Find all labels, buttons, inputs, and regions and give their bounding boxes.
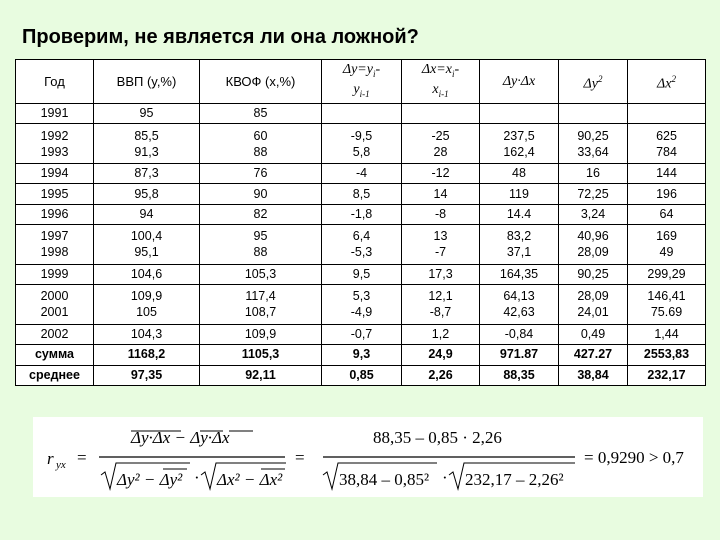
- cell-year: 1994: [16, 163, 94, 183]
- formula-numerator-numeric: 88,35 – 0,85 · 2,26: [373, 428, 502, 447]
- cell-dy: 9,5: [322, 264, 402, 284]
- cell-dy: -4: [322, 163, 402, 183]
- cell-dx: [402, 104, 480, 124]
- header-delta-x: $\Delta x=x_i-$ $x_{i-1}$: [402, 60, 480, 104]
- cell-gdp: 85,5 91,3: [94, 124, 200, 164]
- formula-lhs-sub: yx: [56, 459, 66, 471]
- cell-year: 1995: [16, 184, 94, 204]
- cell-dydx: 48: [480, 163, 559, 183]
- cell-dx2: 625 784: [628, 124, 706, 164]
- cell-dx: -12: [402, 163, 480, 183]
- cell-gdp: 95: [94, 104, 200, 124]
- cell-dydx: 119: [480, 184, 559, 204]
- cell-dy2: 38,84: [559, 365, 628, 385]
- formula-den-b-numeric: 232,17 – 2,26²: [465, 470, 564, 489]
- cell-kvof: 92,11: [200, 365, 322, 385]
- cell-dydx: 237,5 162,4: [480, 124, 559, 164]
- page-title: Проверим, не является ли она ложной?: [22, 26, 419, 48]
- cell-gdp: 100,4 95,1: [94, 225, 200, 265]
- svg-text:·: ·: [194, 468, 200, 487]
- data-table: [15, 59, 706, 386]
- cell-dy2: 16: [559, 163, 628, 183]
- cell-dy2: 40,96 28,09: [559, 225, 628, 265]
- cell-dx: 2,26: [402, 365, 480, 385]
- cell-dy: -1,8: [322, 204, 402, 224]
- table-row: [16, 345, 706, 365]
- cell-year: 1996: [16, 204, 94, 224]
- formula-result: = 0,9290 > 0,7: [584, 448, 684, 467]
- cell-gdp: 94: [94, 204, 200, 224]
- formula-eq2: =: [295, 448, 305, 467]
- cell-dydx: 88,35: [480, 365, 559, 385]
- cell-dydx: 64,13 42,63: [480, 285, 559, 325]
- cell-gdp: 97,35: [94, 365, 200, 385]
- cell-kvof: 1105,3: [200, 345, 322, 365]
- cell-dy: 8,5: [322, 184, 402, 204]
- cell-dy: 5,3 -4,9: [322, 285, 402, 325]
- cell-dy2: 3,24: [559, 204, 628, 224]
- cell-gdp: 87,3: [94, 163, 200, 183]
- table-row: [16, 163, 706, 183]
- cell-year: 1997 1998: [16, 225, 94, 265]
- cell-dy: -0,7: [322, 324, 402, 344]
- cell-dy: [322, 104, 402, 124]
- cell-dy2: 90,25 33,64: [559, 124, 628, 164]
- cell-dy: 9,3: [322, 345, 402, 365]
- cell-dx: 12,1 -8,7: [402, 285, 480, 325]
- cell-dydx: 971.87: [480, 345, 559, 365]
- cell-dx2: [628, 104, 706, 124]
- cell-gdp: 109,9 105: [94, 285, 200, 325]
- cell-dx2: 144: [628, 163, 706, 183]
- cell-dx: 24,9: [402, 345, 480, 365]
- cell-dydx: 164,35: [480, 264, 559, 284]
- cell-dydx: [480, 104, 559, 124]
- cell-dx2: 146,41 75.69: [628, 285, 706, 325]
- table-row: [16, 225, 706, 265]
- formula-den-a-symbolic: Δy² − Δy²: [117, 470, 183, 489]
- cell-dx: -25 28: [402, 124, 480, 164]
- formula-lhs: r: [47, 449, 54, 468]
- table-row: [16, 104, 706, 124]
- cell-gdp: 104,3: [94, 324, 200, 344]
- formula-eq1: =: [77, 448, 87, 467]
- svg-text:·: ·: [442, 468, 448, 487]
- cell-dy: 6,4 -5,3: [322, 225, 402, 265]
- table-header-row: [16, 60, 706, 104]
- table-row: [16, 264, 706, 284]
- cell-kvof: 117,4 108,7: [200, 285, 322, 325]
- table-row: [16, 324, 706, 344]
- cell-dy2: 90,25: [559, 264, 628, 284]
- data-table-container: [15, 59, 705, 386]
- cell-dy: -9,5 5,8: [322, 124, 402, 164]
- cell-dy2: 28,09 24,01: [559, 285, 628, 325]
- table-row: [16, 204, 706, 224]
- table-row: [16, 184, 706, 204]
- cell-year: 2000 2001: [16, 285, 94, 325]
- cell-kvof: 76: [200, 163, 322, 183]
- formula-numerator-symbolic: Δy·Δx − Δy·Δx: [131, 428, 230, 447]
- cell-dx2: 299,29: [628, 264, 706, 284]
- cell-dydx: 83,2 37,1: [480, 225, 559, 265]
- cell-dx: 1,2: [402, 324, 480, 344]
- cell-dy2: 72,25: [559, 184, 628, 204]
- cell-year: 2002: [16, 324, 94, 344]
- formula-den-a-numeric: 38,84 – 0,85²: [339, 470, 430, 489]
- table-row: [16, 285, 706, 325]
- cell-dydx: -0,84: [480, 324, 559, 344]
- cell-dx: 17,3: [402, 264, 480, 284]
- table-row: [16, 365, 706, 385]
- cell-gdp: 95,8: [94, 184, 200, 204]
- correlation-formula: [33, 417, 703, 497]
- formula-den-b-symbolic: Δx² − Δx²: [217, 470, 283, 489]
- cell-dy: 0,85: [322, 365, 402, 385]
- cell-year: 1991: [16, 104, 94, 124]
- cell-year: сумма: [16, 345, 94, 365]
- header-kvof: КВОФ (x,%): [200, 60, 322, 104]
- header-year: Год: [16, 60, 94, 104]
- cell-dx: 13 -7: [402, 225, 480, 265]
- header-gdp: ВВП (y,%): [94, 60, 200, 104]
- cell-gdp: 1168,2: [94, 345, 200, 365]
- cell-kvof: 95 88: [200, 225, 322, 265]
- cell-kvof: 85: [200, 104, 322, 124]
- cell-gdp: 104,6: [94, 264, 200, 284]
- cell-kvof: 105,3: [200, 264, 322, 284]
- cell-dx2: 232,17: [628, 365, 706, 385]
- cell-dx: 14: [402, 184, 480, 204]
- cell-kvof: 109,9: [200, 324, 322, 344]
- cell-kvof: 90: [200, 184, 322, 204]
- cell-dydx: 14.4: [480, 204, 559, 224]
- table-row: [16, 124, 706, 164]
- cell-dx2: 64: [628, 204, 706, 224]
- cell-dx: -8: [402, 204, 480, 224]
- header-dx-squared: $\Delta x^2$: [628, 60, 706, 104]
- cell-year: 1992 1993: [16, 124, 94, 164]
- table-body: [16, 104, 706, 386]
- cell-dx2: 169 49: [628, 225, 706, 265]
- cell-kvof: 60 88: [200, 124, 322, 164]
- cell-dy2: [559, 104, 628, 124]
- header-dy-dx: Δy·Δx: [480, 60, 559, 104]
- cell-year: 1999: [16, 264, 94, 284]
- header-delta-y: $\Delta y=y_i-$ $y_{i-1}$: [322, 60, 402, 104]
- cell-year: среднее: [16, 365, 94, 385]
- cell-dy2: 0,49: [559, 324, 628, 344]
- cell-dy2: 427.27: [559, 345, 628, 365]
- cell-dx2: 1,44: [628, 324, 706, 344]
- cell-dx2: 196: [628, 184, 706, 204]
- cell-dx2: 2553,83: [628, 345, 706, 365]
- header-dy-squared: $\Delta y^2$: [559, 60, 628, 104]
- cell-kvof: 82: [200, 204, 322, 224]
